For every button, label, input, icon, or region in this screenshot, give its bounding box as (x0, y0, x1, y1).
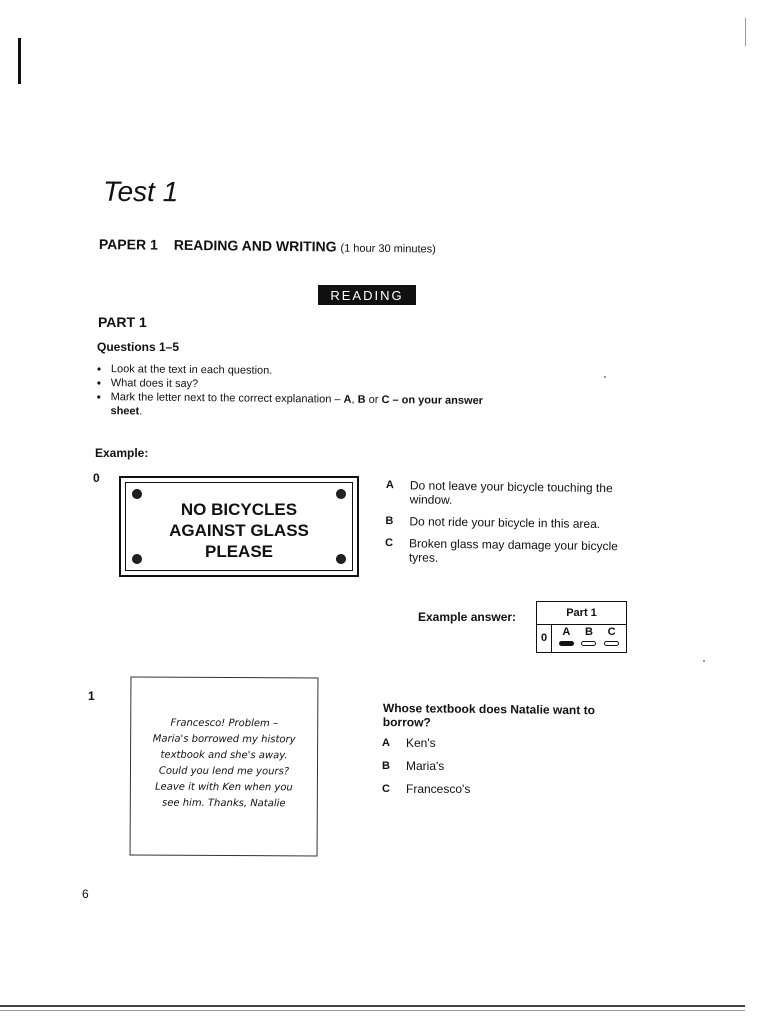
note-line: Francesco! Problem – (170, 717, 278, 730)
instruction-emphasis: – on your answer sheet (110, 394, 484, 418)
screw-icon (132, 489, 142, 499)
option-b (385, 514, 635, 531)
option-a (386, 478, 636, 509)
answer-row-number: 0 (537, 625, 552, 652)
question-number: 1 (88, 689, 95, 703)
example-options (385, 478, 636, 575)
option-a[interactable] (382, 736, 470, 750)
example-sign (119, 476, 359, 577)
option-letter: A (385, 478, 394, 492)
instruction-letter: C (381, 393, 390, 407)
option-text: Francesco's (406, 782, 471, 796)
note-line: Leave it with Ken when you (154, 781, 293, 794)
option-letter: B (382, 760, 390, 772)
instruction-text: , (351, 393, 358, 406)
scan-speck (703, 660, 705, 662)
part-heading: PART 1 (98, 314, 147, 330)
sign-line: PLEASE (204, 542, 274, 561)
option-c (385, 536, 635, 567)
screw-icon (336, 489, 346, 499)
note-card (130, 677, 319, 857)
sign-inner-border (125, 482, 353, 571)
scan-speck (604, 376, 606, 378)
option-text: Ken's (406, 736, 436, 750)
answer-lozenge-a[interactable] (559, 641, 574, 646)
option-letter: C (385, 536, 394, 550)
instruction-text: Mark the letter next to the correct explanation – (110, 391, 344, 406)
note-line: Maria's borrowed my history (152, 733, 296, 746)
note-line: Could you lend me yours? (158, 765, 290, 778)
scan-edge-mark-right (745, 18, 746, 46)
page-number: 6 (82, 887, 89, 901)
option-letter: A (382, 737, 390, 749)
sign-line: AGAINST GLASS (169, 521, 309, 540)
instruction-text: . (139, 405, 143, 418)
note-text (141, 716, 308, 813)
answer-lozenges (555, 641, 623, 646)
note-line: textbook and she's away. (160, 749, 288, 762)
answer-letter: C (607, 626, 616, 638)
instruction-letter: B (357, 393, 366, 406)
example-answer-label: Example answer: (418, 610, 517, 624)
option-c[interactable] (382, 782, 470, 796)
option-text: Do not leave your bicycle touching the window. (409, 478, 613, 507)
sign-line: NO BICYCLES (180, 500, 298, 519)
instruction-item: • Look at the text in each question. (97, 362, 517, 380)
option-text: Do not ride your bicycle in this area. (409, 514, 601, 531)
note-line: see him. Thanks, Natalie (161, 797, 286, 810)
answer-letter: A (562, 626, 571, 638)
paper-label: PAPER 1 (98, 236, 158, 253)
sign-text (126, 499, 352, 562)
instruction-item (96, 390, 516, 422)
scan-edge-mark (18, 38, 21, 84)
answer-sheet-box (536, 601, 627, 653)
answer-letters (555, 626, 623, 638)
test-title: Test 1 (102, 175, 179, 208)
option-text: Broken glass may damage your bicycle tyres. (408, 536, 618, 565)
example-label: Example: (95, 446, 149, 460)
answer-box-heading: Part 1 (537, 602, 626, 625)
paper-name: READING AND WRITING (173, 236, 337, 255)
scan-bottom-rule-thin (0, 1010, 745, 1011)
instruction-letter: A (343, 393, 352, 406)
scan-bottom-rule (0, 1005, 745, 1007)
questions-heading: Questions 1–5 (97, 340, 180, 354)
question-options (382, 736, 470, 805)
option-text: Maria's (406, 759, 445, 773)
paper-heading (99, 236, 436, 256)
paper-duration: (1 hour 30 minutes) (340, 242, 436, 256)
question-text: Whose textbook does Natalie want to borrow? (382, 701, 596, 730)
reading-banner: READING (318, 285, 416, 305)
option-b[interactable] (382, 759, 470, 773)
instructions-list (96, 362, 517, 422)
option-letter: B (385, 514, 394, 528)
answer-letter: B (585, 626, 593, 638)
answer-lozenge-c[interactable] (604, 641, 619, 646)
answer-lozenge-b[interactable] (581, 641, 596, 646)
example-number: 0 (93, 471, 100, 485)
instruction-item: • What does it say? (97, 376, 517, 394)
option-letter: C (382, 783, 390, 795)
instruction-text: or (365, 393, 382, 406)
